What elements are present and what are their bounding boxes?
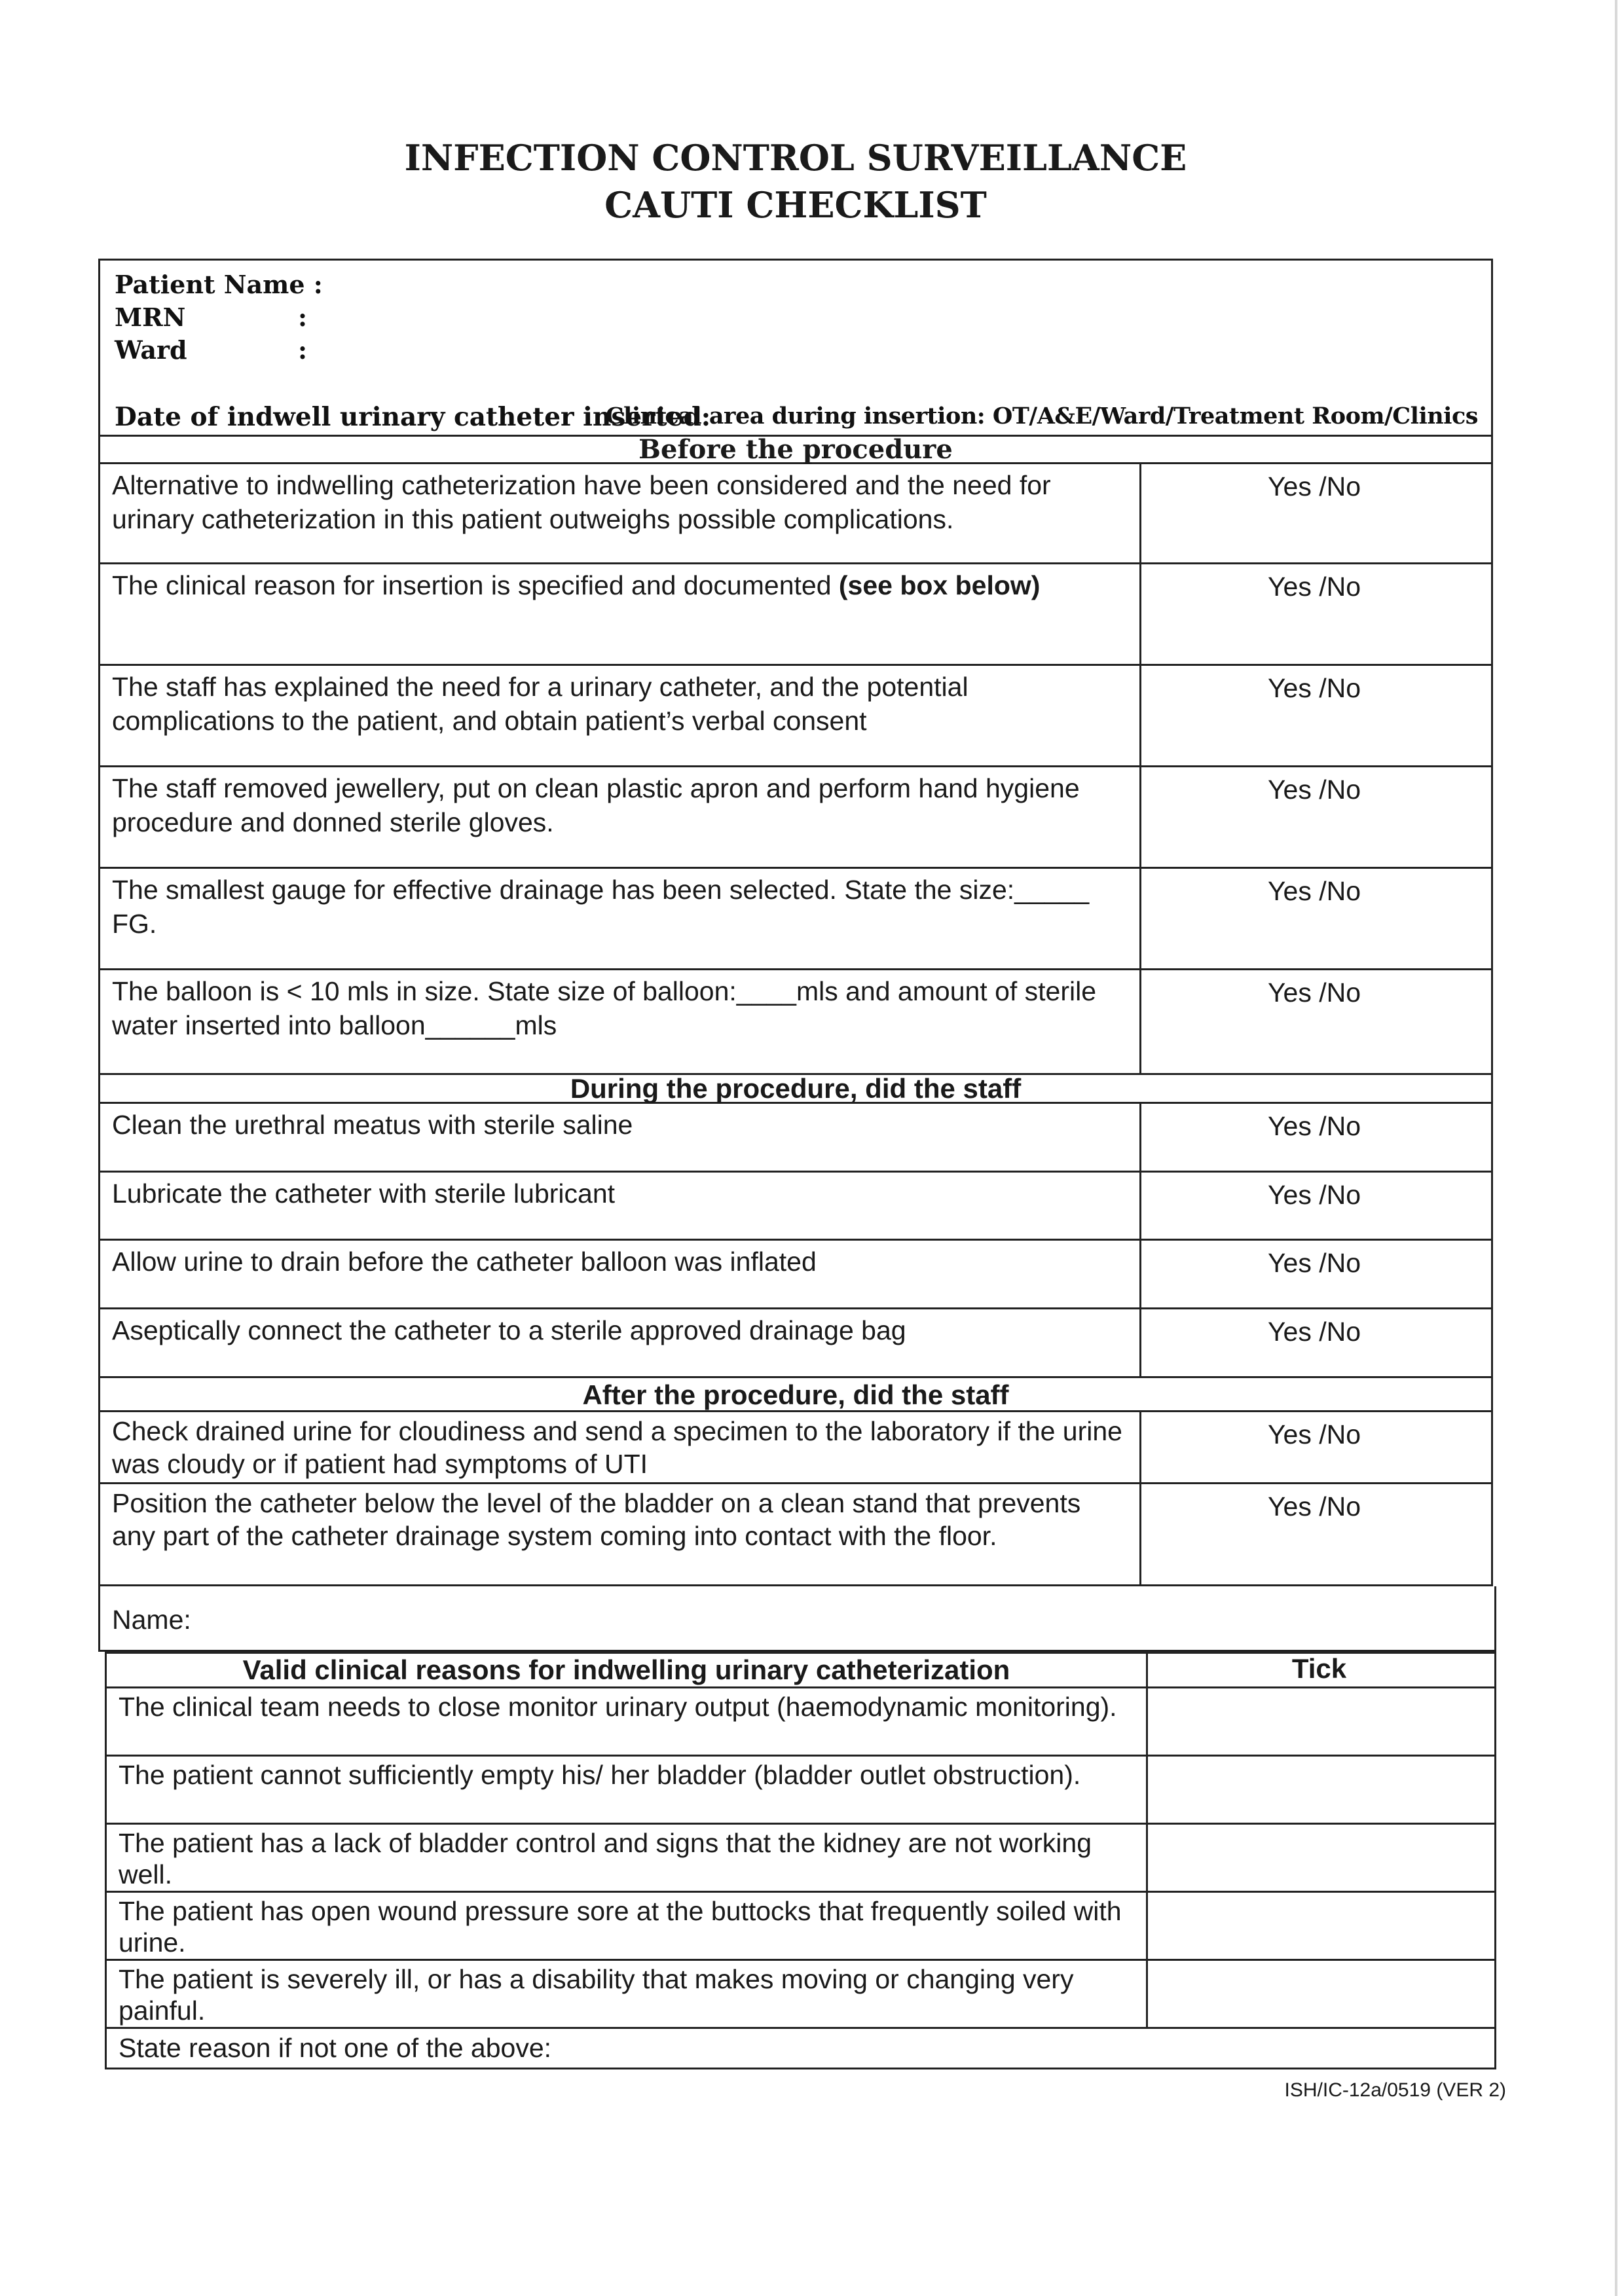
yes-no-answer[interactable]: Yes /No bbox=[1267, 1111, 1361, 1141]
patient-info-box bbox=[98, 259, 1493, 437]
mrn-colon: : bbox=[298, 302, 308, 332]
reason-text: The patient is severely ill, or has a disability that makes moving or changing very painful. bbox=[107, 1961, 1148, 2027]
insertion-date-label: Date of indwell urinary catheter inserted: bbox=[115, 402, 711, 432]
reason-text: The patient has a lack of bladder control and signs that the kidney are not working well. bbox=[107, 1825, 1148, 1891]
yes-no-answer[interactable]: Yes /No bbox=[1267, 977, 1361, 1008]
checklist-row bbox=[98, 1173, 1493, 1241]
staff-name-field[interactable] bbox=[98, 1586, 1496, 1652]
patient-name-label: Patient Name : bbox=[115, 270, 323, 299]
checklist-row bbox=[98, 1484, 1493, 1586]
checklist-row bbox=[98, 564, 1493, 666]
checklist-question: The staff removed jewellery, put on clean plastic apron and perform hand hygiene procedure and donned sterile gloves. bbox=[100, 767, 1141, 867]
checklist-question: The smallest gauge for effective drainage has been selected. State the size:_____ FG. bbox=[100, 869, 1141, 968]
reason-text: The clinical team needs to close monitor urinary output (haemodynamic monitoring). bbox=[107, 1688, 1148, 1755]
clinical-area-label: Clinical area during insertion: OT/A&E/Ward/Treatment Room/Clinics bbox=[605, 403, 1478, 429]
reason-row bbox=[105, 1688, 1496, 1757]
yes-no-answer[interactable]: Yes /No bbox=[1267, 1180, 1361, 1210]
checklist-row bbox=[98, 1309, 1493, 1378]
tick-box[interactable] bbox=[1144, 1961, 1494, 2027]
reason-row bbox=[105, 1757, 1496, 1825]
reason-row bbox=[105, 1893, 1496, 1961]
yes-no-answer[interactable]: Yes /No bbox=[1267, 1317, 1361, 1347]
reason-row bbox=[105, 1825, 1496, 1893]
title-line-2: CAUTI CHECKLIST bbox=[604, 184, 987, 226]
clinical-area-field[interactable] bbox=[606, 403, 1478, 429]
reason-text: The patient has open wound pressure sore at the buttocks that frequently soiled with urine. bbox=[107, 1893, 1148, 1959]
tick-box[interactable] bbox=[1144, 1893, 1494, 1959]
mrn-label: MRN bbox=[115, 302, 186, 332]
yes-no-answer[interactable]: Yes /No bbox=[1267, 673, 1361, 703]
checklist-question: Clean the urethral meatus with sterile saline bbox=[100, 1104, 1141, 1171]
patient-name-field[interactable] bbox=[115, 268, 323, 301]
ward-colon: : bbox=[298, 335, 308, 365]
yes-no-answer[interactable]: Yes /No bbox=[1267, 1491, 1361, 1522]
reasons-heading: Valid clinical reasons for indwelling urinary catheterization bbox=[107, 1654, 1148, 1686]
document-title bbox=[0, 134, 1591, 228]
checklist-row bbox=[98, 1412, 1493, 1484]
title-line-1: INFECTION CONTROL SURVEILLANCE bbox=[404, 137, 1187, 179]
tick-box[interactable] bbox=[1144, 1688, 1494, 1755]
checklist-question: Allow urine to drain before the catheter balloon was inflated bbox=[100, 1241, 1141, 1307]
checklist-question: The staff has explained the need for a urinary catheter, and the potential complications to the patient, and obtain patient’s verbal consent bbox=[100, 666, 1141, 765]
checklist-row bbox=[98, 869, 1493, 970]
yes-no-answer[interactable]: Yes /No bbox=[1267, 1419, 1361, 1449]
checklist-question bbox=[100, 564, 1141, 664]
checklist-question: Check drained urine for cloudiness and send a specimen to the laboratory if the urine was cloudy or if patient had symptoms of UTI bbox=[100, 1412, 1141, 1482]
see-box-note: (see box below) bbox=[838, 570, 1041, 600]
ward-label: Ward bbox=[115, 335, 187, 365]
checklist-question: The balloon is < 10 mls in size. State size of balloon:____mls and amount of sterile water inserted into balloon______mls bbox=[100, 970, 1141, 1073]
tick-box[interactable] bbox=[1144, 1825, 1494, 1891]
checklist-question-text: The clinical reason for insertion is specified and documented bbox=[112, 570, 839, 600]
checklist-row bbox=[98, 1241, 1493, 1309]
document-code: ISH/IC-12a/0519 (VER 2) bbox=[1284, 2079, 1506, 2101]
ward-field[interactable] bbox=[115, 334, 308, 367]
yes-no-answer[interactable]: Yes /No bbox=[1267, 572, 1361, 602]
checklist-question: Aseptically connect the catheter to a sterile approved drainage bag bbox=[100, 1309, 1141, 1376]
yes-no-answer[interactable]: Yes /No bbox=[1267, 1248, 1361, 1278]
other-reason-field[interactable] bbox=[105, 2029, 1496, 2069]
checklist-row bbox=[98, 970, 1493, 1075]
checklist-question: Alternative to indwelling catheterization have been considered and the need for urinary catheterization in this patient outweighs possible complications. bbox=[100, 464, 1141, 562]
checklist-question: Lubricate the catheter with sterile lubricant bbox=[100, 1173, 1141, 1239]
page-edge bbox=[1615, 0, 1617, 2296]
tick-box[interactable] bbox=[1144, 1757, 1494, 1823]
other-reason-label: State reason if not one of the above: bbox=[119, 2033, 552, 2063]
reason-text: The patient cannot sufficiently empty his/ her bladder (bladder outlet obstruction). bbox=[107, 1757, 1148, 1823]
staff-name-label: Name: bbox=[112, 1605, 191, 1635]
tick-heading: Tick bbox=[1291, 1653, 1347, 1684]
mrn-field[interactable] bbox=[115, 301, 308, 334]
yes-no-answer[interactable]: Yes /No bbox=[1267, 471, 1361, 501]
checklist-row bbox=[98, 767, 1493, 869]
section-heading-during: During the procedure, did the staff bbox=[98, 1075, 1493, 1104]
reason-row bbox=[105, 1961, 1496, 2029]
yes-no-answer[interactable]: Yes /No bbox=[1267, 774, 1361, 805]
checklist-row bbox=[98, 1104, 1493, 1173]
section-heading-before: Before the procedure bbox=[98, 437, 1493, 464]
section-heading-after: After the procedure, did the staff bbox=[98, 1378, 1493, 1412]
checklist-question: Position the catheter below the level of the bladder on a clean stand that prevents any part of the catheter drainage system coming into contact with the floor. bbox=[100, 1484, 1141, 1584]
yes-no-answer[interactable]: Yes /No bbox=[1267, 876, 1361, 906]
checklist-row bbox=[98, 464, 1493, 564]
checklist-row bbox=[98, 666, 1493, 767]
reasons-table-header bbox=[105, 1652, 1496, 1688]
